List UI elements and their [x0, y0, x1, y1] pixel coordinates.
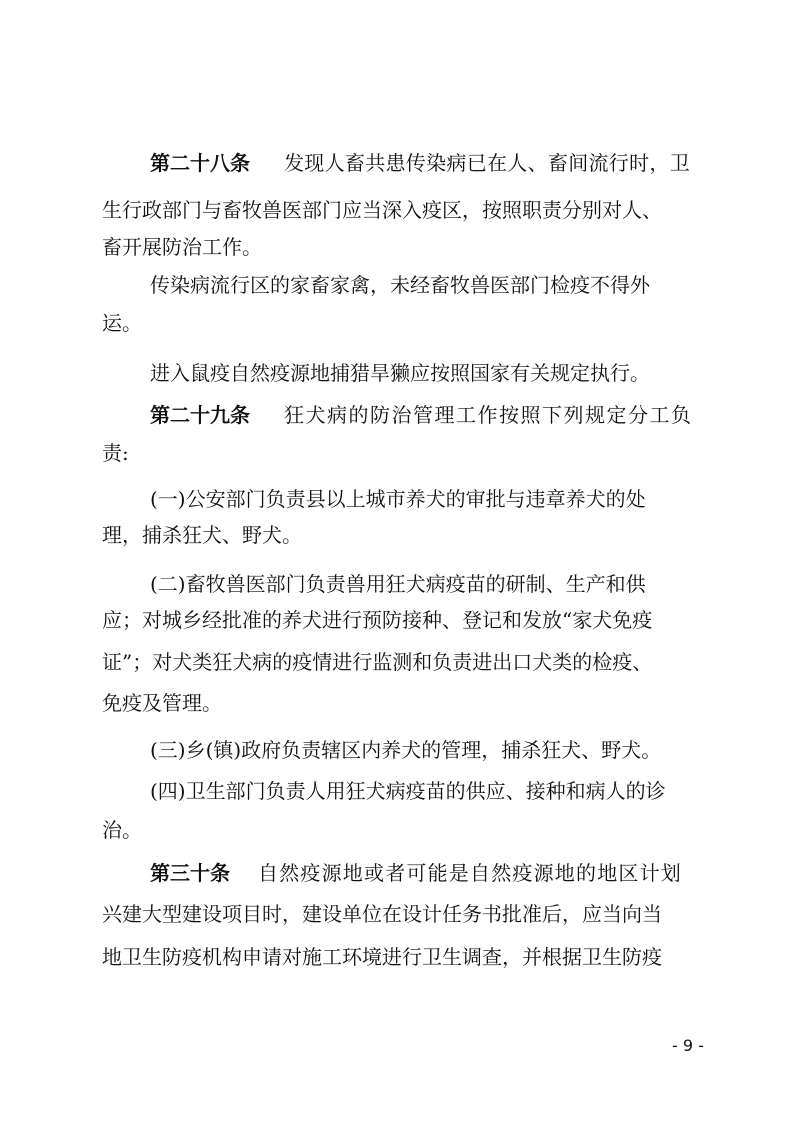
text-line	[0, 567, 793, 601]
text-line	[0, 856, 793, 890]
text-line	[0, 436, 793, 470]
article-heading: 第二十九条	[150, 403, 250, 427]
line-text: 应；对城乡经批准的养犬进行预防接种、登记和发放“家犬免疫	[102, 608, 653, 632]
text-line	[0, 940, 793, 974]
text-line	[0, 645, 793, 679]
text-line	[0, 146, 793, 180]
line-text: 运。	[102, 311, 142, 335]
line-text: 生行政部门与畜牧兽医部门应当深入疫区，按照职责分别对人、	[102, 198, 662, 222]
line-text: (一)公安部门负责县以上城市养犬的审批与违章养犬的处	[150, 487, 646, 511]
line-text: 畜开展防治工作。	[102, 235, 262, 259]
line-text: 证”；对犬类狂犬病的疫情进行监测和负责进出口犬类的检疫、	[102, 650, 653, 674]
text-line	[0, 398, 793, 432]
line-text: 自然疫源地或者可能是自然疫源地的地区计划	[258, 861, 682, 885]
line-text: 责:	[102, 441, 129, 465]
text-line	[0, 356, 793, 390]
line-text: (二)畜牧兽医部门负责兽用狂犬病疫苗的研制、生产和供	[150, 572, 646, 596]
text-line	[0, 268, 793, 302]
line-text: 发现人畜共患传染病已在人、畜间流行时，卫	[284, 151, 690, 175]
line-text: 理，捕杀狂犬、野犬。	[102, 523, 302, 547]
line-text: 传染病流行区的家畜家禽，未经畜牧兽医部门检疫不得外	[150, 273, 650, 297]
text-line	[0, 482, 793, 516]
line-text: 兴建大型建设项目时，建设单位在设计任务书批准后，应当向当	[102, 902, 662, 926]
line-text: 免疫及管理。	[102, 691, 222, 715]
text-line	[0, 230, 793, 264]
text-line	[0, 518, 793, 552]
page-number: - 9 -	[672, 1036, 704, 1055]
line-text: 地卫生防疫机构申请对施工环境进行卫生调查，并根据卫生防疫	[102, 945, 662, 969]
article-heading: 第二十八条	[150, 151, 250, 175]
text-line	[0, 813, 793, 847]
text-line	[0, 774, 793, 808]
text-line	[0, 603, 793, 637]
text-line	[0, 686, 793, 720]
text-line	[0, 897, 793, 931]
line-text: 进入鼠疫自然疫源地捕猎旱獭应按照国家有关规定执行。	[150, 361, 650, 385]
line-text: 狂犬病的防治管理工作按照下列规定分工负	[284, 403, 693, 427]
text-line	[0, 306, 793, 340]
text-line	[0, 193, 793, 227]
line-text: 治。	[102, 818, 142, 842]
article-heading: 第三十条	[150, 861, 230, 885]
line-text: (四)卫生部门负责人用狂犬病疫苗的供应、接种和病人的诊	[150, 779, 666, 803]
line-text: (三)乡(镇)政府负责辖区内养犬的管理，捕杀狂犬、野犬。	[150, 738, 662, 762]
text-line	[0, 733, 793, 767]
